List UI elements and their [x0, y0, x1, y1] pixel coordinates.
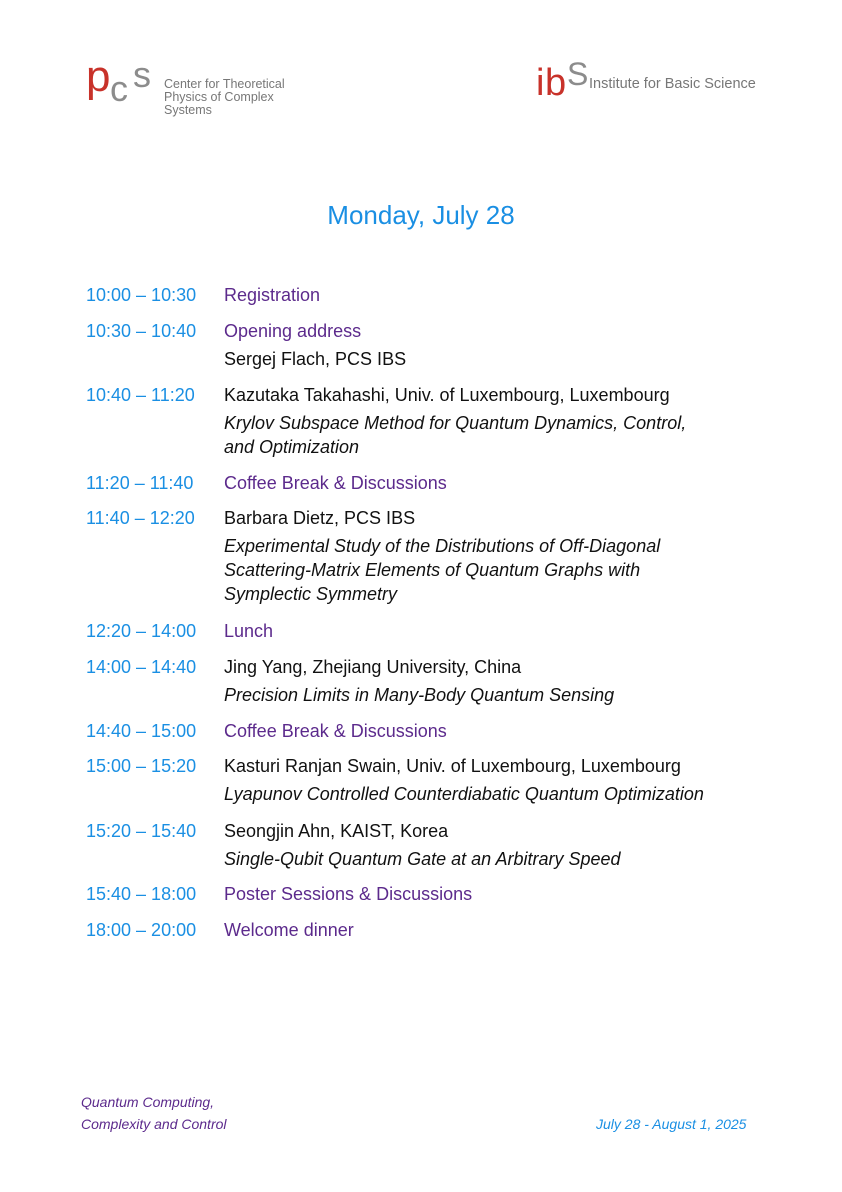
speaker-name: Kasturi Ranjan Swain, Univ. of Luxembourg, Luxembourg — [224, 756, 681, 776]
talk-title-line: Experimental Study of the Distributions of Off-Diagonal — [224, 536, 661, 556]
time-slot: 10:00 – 10:30 — [86, 285, 197, 305]
talk-title-line: and Optimization — [224, 437, 360, 457]
footer-dates: July 28 - August 1, 2025 — [596, 1116, 747, 1132]
ibs-logo-text: Institute for Basic Science — [589, 76, 756, 92]
ibs-logo-letter-s: S — [567, 56, 589, 92]
time-slot: 10:40 – 11:20 — [86, 385, 195, 405]
speaker-name: Jing Yang, Zhejiang University, China — [224, 657, 522, 677]
speaker-name: Seongjin Ahn, KAIST, Korea — [224, 821, 449, 841]
talk-title — [224, 411, 764, 459]
time-slot: 11:20 – 11:40 — [86, 473, 194, 493]
pcs-logo-line1: Center for Theoretical — [164, 77, 285, 91]
talk-title-line: Scattering-Matrix Elements of Quantum Graphs with — [224, 560, 641, 580]
time-slot: 15:40 – 18:00 — [86, 884, 197, 904]
time-slot: 12:20 – 14:00 — [86, 621, 197, 641]
talk-title-line: Krylov Subspace Method for Quantum Dynamics, Control, — [224, 413, 687, 433]
speaker-name: Barbara Dietz, PCS IBS — [224, 508, 416, 528]
time-slot: 18:00 – 20:00 — [86, 920, 197, 940]
time-slot: 10:30 – 10:40 — [86, 321, 197, 341]
event-title: Registration — [224, 285, 321, 305]
talk-title — [224, 782, 764, 806]
pcs-logo-letter-s: s — [133, 54, 151, 95]
event-title: Coffee Break & Discussions — [224, 473, 447, 493]
ibs-logo-letter-b: b — [545, 62, 567, 104]
time-slot: 14:00 – 14:40 — [86, 657, 197, 677]
event-title: Welcome dinner — [224, 920, 354, 940]
pcs-logo-line2: Physics of Complex Systems — [164, 90, 274, 117]
event-title: Coffee Break & Discussions — [224, 721, 447, 741]
time-slot: 14:40 – 15:00 — [86, 721, 197, 741]
pcs-logo-letter-p: p — [86, 52, 111, 101]
footer-event-line1: Quantum Computing, — [81, 1094, 215, 1110]
time-slot: 15:00 – 15:20 — [86, 756, 197, 776]
event-title: Poster Sessions & Discussions — [224, 884, 473, 904]
event-title: Lunch — [224, 621, 274, 641]
footer-event-name — [81, 1091, 227, 1135]
talk-title — [224, 534, 764, 606]
event-speaker: Sergej Flach, PCS IBS — [224, 349, 407, 369]
pcs-logo — [86, 52, 316, 117]
page-title: Monday, July 28 — [327, 200, 515, 230]
talk-title-line: Symplectic Symmetry — [224, 584, 398, 604]
footer-event-line2: Complexity and Control — [81, 1116, 227, 1132]
event-title: Opening address — [224, 321, 362, 341]
talk-title-line: Precision Limits in Many-Body Quantum Sensing — [224, 685, 615, 705]
ibs-logo — [536, 56, 766, 107]
time-slot: 15:20 – 15:40 — [86, 821, 197, 841]
time-slot: 11:40 – 12:20 — [86, 508, 195, 528]
pcs-logo-letter-c: c — [110, 68, 128, 109]
pcs-logo-text — [164, 78, 316, 117]
talk-title-line: Lyapunov Controlled Counterdiabatic Quantum Optimization — [224, 784, 704, 804]
talk-title — [224, 847, 764, 871]
ibs-logo-letter-i: i — [536, 62, 545, 104]
speaker-name: Kazutaka Takahashi, Univ. of Luxembourg, Luxembourg — [224, 385, 670, 405]
talk-title — [224, 683, 764, 707]
talk-title-line: Single-Qubit Quantum Gate at an Arbitrary Speed — [224, 849, 621, 869]
